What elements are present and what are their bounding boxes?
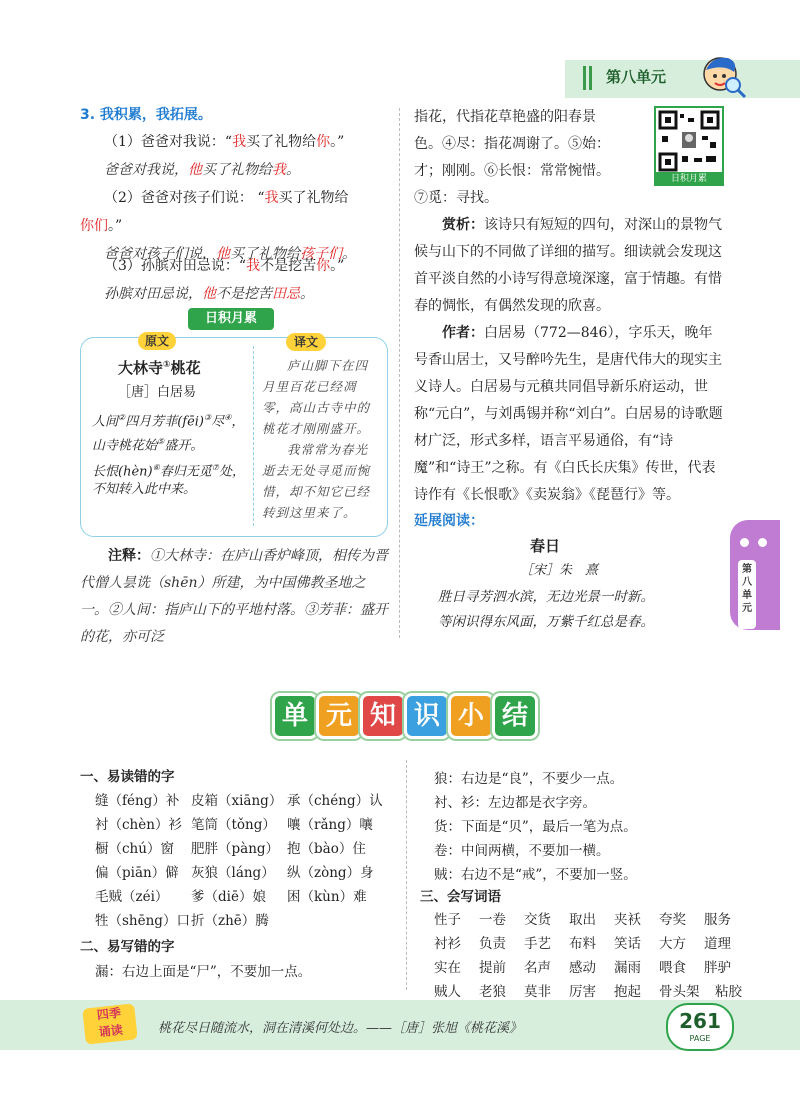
vocab-word: 大方 bbox=[659, 936, 686, 952]
word-item: 肥胖（pàng） bbox=[191, 841, 280, 857]
vocab-word: 布料 bbox=[569, 936, 596, 952]
answer-text: 。 bbox=[286, 162, 300, 178]
poem-seg: 长恨(hèn) bbox=[92, 464, 153, 480]
summary-char: 元 bbox=[316, 693, 362, 739]
vocab-word: 夸奖 bbox=[659, 912, 686, 928]
easy-write-line: 卷：中间两横，不要加一横。 bbox=[434, 843, 610, 859]
vocab-word: 莫非 bbox=[524, 984, 551, 1000]
highlight-word: 你 bbox=[316, 134, 331, 150]
highlight-word: 我 bbox=[232, 134, 247, 150]
vocab-word: 喂食 bbox=[659, 960, 686, 976]
vocab-word: 名声 bbox=[524, 960, 551, 976]
easy-read-row bbox=[95, 839, 383, 859]
notes-right-line: ⑦觅：寻找。 bbox=[414, 190, 498, 206]
summary-char: 单 bbox=[272, 693, 318, 739]
poem-title-end: 桃花 bbox=[170, 359, 201, 377]
word-item: 毛贼（zéi） bbox=[95, 889, 169, 905]
easy-read-row bbox=[95, 887, 383, 907]
vocab-row bbox=[434, 908, 749, 928]
page-number: 261 bbox=[679, 1009, 721, 1033]
header-band bbox=[565, 60, 800, 98]
easy-write-line: 贼：右边不是“戒”，不要加一竖。 bbox=[434, 867, 637, 883]
page-word: PAGE bbox=[689, 1034, 711, 1043]
item-prefix: 爸爸对孩子们说： “ bbox=[140, 190, 265, 206]
poem-translation bbox=[262, 355, 380, 523]
extended-poem-author: ［宋］朱 熹 bbox=[520, 563, 599, 578]
vocab-word: 性子 bbox=[434, 912, 461, 928]
side-tab-eye bbox=[740, 538, 749, 547]
vocab-word: 服务 bbox=[704, 912, 731, 928]
vocab-word: 漏雨 bbox=[614, 960, 641, 976]
poem-seg: 处， bbox=[218, 464, 245, 480]
translation-para-2: 我常常为春光逝去无处寻觅而惋惜，却不知它已经转到这里来了。 bbox=[262, 442, 371, 520]
vocab-word: 厉害 bbox=[569, 984, 596, 1000]
vocab-word: 手艺 bbox=[524, 936, 551, 952]
vocab-head: 三、会写词语 bbox=[420, 889, 501, 905]
notes-right-line: 才；刚刚。⑥长恨：常常惋惜。 bbox=[414, 163, 610, 179]
vocab-word: 贼人 bbox=[434, 984, 461, 1000]
item-num: （3） bbox=[104, 258, 141, 274]
poem-sup: ④ bbox=[224, 413, 232, 422]
word-item: 橱（chú）窗 bbox=[95, 841, 174, 857]
poem-seg: 人间 bbox=[92, 414, 119, 430]
author-info bbox=[414, 320, 724, 509]
vocab-word: 骨头架 bbox=[659, 984, 700, 1000]
qr-code-icon[interactable] bbox=[654, 106, 724, 176]
word-item: 笔筒（tǒng） bbox=[191, 817, 276, 833]
item-prefix: 孙膑对田忌说：“ bbox=[140, 258, 247, 274]
answer-text: 孙膑对田忌说， bbox=[104, 286, 202, 302]
rjly-divider bbox=[253, 346, 254, 526]
summary-char: 知 bbox=[360, 693, 406, 739]
poem-sup: ⑥ bbox=[152, 463, 160, 472]
author-label: 作者： bbox=[442, 325, 484, 341]
easy-write-line: 衬、衫：左边都是衣字旁。 bbox=[434, 795, 596, 811]
answer-highlight: 孩子们 bbox=[300, 246, 342, 262]
easy-read-row bbox=[95, 815, 383, 835]
page-badge bbox=[666, 1003, 734, 1051]
easy-read-row bbox=[95, 791, 383, 811]
easy-write-line: 货：下面是“贝”，最后一笔为点。 bbox=[434, 819, 637, 835]
answer-text: 买了礼物给 bbox=[202, 162, 272, 178]
item-suffix: 。” bbox=[330, 134, 345, 150]
rjly-tab: 日积月累 bbox=[188, 308, 274, 330]
vocab-word: 提前 bbox=[479, 960, 506, 976]
item-suffix: 。” bbox=[330, 258, 345, 274]
notes-right bbox=[414, 104, 646, 212]
answer-highlight: 他 bbox=[216, 246, 230, 262]
item-num: （2） bbox=[104, 190, 141, 206]
word-item: 承（chéng）认 bbox=[287, 793, 383, 809]
answer-text: 爸爸对我说， bbox=[104, 162, 188, 178]
footer-quote: 桃花尽日随流水，洞在清溪何处边。——［唐］张旭《桃花溪》 bbox=[158, 1021, 523, 1036]
poem-author: ［唐］白居易 bbox=[118, 385, 197, 400]
notes-right-line: 指花，代指花草艳盛的阳春景 bbox=[414, 109, 596, 125]
vocab-word: 粘胶 bbox=[715, 984, 742, 1000]
item-num: （1） bbox=[104, 134, 141, 150]
word-item: 嚷（rǎng）嚷 bbox=[287, 817, 373, 833]
poem-seg: 山寺桃花始 bbox=[92, 438, 158, 454]
unit-title: 第八单元 bbox=[606, 68, 667, 86]
word-item: 灰狼（láng） bbox=[191, 865, 275, 881]
word-item: 纵（zòng）身 bbox=[287, 865, 374, 881]
word-item: 偏（piān）僻 bbox=[95, 865, 179, 881]
item-suffix: 。” bbox=[108, 218, 123, 234]
answer-highlight: 田忌 bbox=[272, 286, 300, 302]
poem-line-2 bbox=[92, 432, 203, 456]
author-text: 白居易（772—846），字乐天，晚年号香山居士，又号醉吟先生，是唐代伟大的现实主义诗人。白居易与元稹共同倡导新乐府运动，世称“元白”，与刘禹锡并称“刘白”。白居易的诗歌题材广泛，形式多样，语言平易通俗，有“诗魔”和“诗王”之称。有《白氏长庆集》传世，代表诗作有《长恨歌》《卖炭翁》《琵琶行》等。 bbox=[414, 325, 723, 503]
vocab-word: 抱起 bbox=[614, 984, 641, 1000]
easy-write-line: 漏：右边上面是“尸”，不要加一点。 bbox=[95, 964, 312, 980]
word-item: 折（zhē）腾 bbox=[191, 913, 269, 929]
side-tab-label: 第八单元 bbox=[738, 560, 756, 629]
vocab-row bbox=[434, 932, 749, 952]
highlight-word: 我 bbox=[246, 258, 261, 274]
highlight-word: 你 bbox=[316, 258, 331, 274]
poem-sup: ② bbox=[118, 413, 126, 422]
translation-para-1: 庐山脚下在四月里百花已经凋零，高山古寺中的桃花才刚刚盛开。 bbox=[262, 358, 371, 436]
extended-poem-line-2: 等闲识得东风面，万紫千红总是春。 bbox=[438, 614, 654, 630]
appreciation bbox=[414, 212, 724, 320]
notes-left bbox=[80, 543, 388, 651]
side-tab-eye bbox=[758, 538, 767, 547]
footer-badge-line: 四季 bbox=[96, 1005, 122, 1023]
poem-seg: 盛开。 bbox=[164, 438, 204, 454]
summary-char: 结 bbox=[492, 693, 538, 739]
poem-sup: ⑤ bbox=[157, 437, 165, 446]
notes-left-text: ①大林寺：在庐山香炉峰顶，相传为晋代僧人昙诜（shēn）所建，为中国佛教圣地之一。②人间：指庐山下的平地村落。③芳菲：盛开的花，亦可泛 bbox=[80, 548, 388, 645]
answer-highlight: 我 bbox=[272, 162, 286, 178]
vocab-word: 笑话 bbox=[614, 936, 641, 952]
answer-highlight: 他 bbox=[202, 286, 216, 302]
extended-reading-label: 延展阅读： bbox=[414, 513, 484, 529]
poem-seg: ， bbox=[231, 414, 245, 430]
easy-read-head: 一、易读错的字 bbox=[80, 769, 175, 785]
vocab-row bbox=[434, 980, 760, 1000]
vocab-word: 取出 bbox=[569, 912, 596, 928]
word-item: 抱（bào）住 bbox=[287, 841, 366, 857]
unit-summary-banner bbox=[272, 693, 532, 739]
vocab-word: 老狼 bbox=[479, 984, 506, 1000]
qr-label: 日积月累 bbox=[654, 172, 724, 186]
accumulate-item-3 bbox=[80, 252, 380, 308]
answer-text: 。 bbox=[300, 286, 314, 302]
header-bars bbox=[583, 66, 595, 94]
poem-seg: 四月芳菲(fēi) bbox=[125, 414, 204, 430]
footer-badge-line: 诵读 bbox=[98, 1022, 124, 1040]
poem-seg: 春归无觅 bbox=[159, 464, 212, 480]
vocab-row bbox=[434, 956, 749, 976]
easy-write-head: 二、易写错的字 bbox=[80, 939, 175, 955]
word-item: 皮箱（xiāng） bbox=[191, 793, 283, 809]
summary-char: 识 bbox=[404, 693, 450, 739]
poem-line-3 bbox=[92, 458, 245, 482]
extended-poem-line-1: 胜日寻芳泗水滨，无边光景一时新。 bbox=[438, 589, 654, 605]
word-item: 爹（diē）娘 bbox=[191, 889, 266, 905]
easy-read-row bbox=[95, 911, 287, 931]
answer-text: 不是挖苦 bbox=[216, 286, 272, 302]
item-mid: 买了礼物给 bbox=[278, 190, 349, 206]
yuanwen-tag: 原文 bbox=[138, 332, 176, 350]
item-mid: 不是挖苦 bbox=[260, 258, 317, 274]
yiwen-tag: 译文 bbox=[286, 333, 326, 351]
word-item: 牲（shēng）口 bbox=[95, 913, 190, 929]
poem-sup: ③ bbox=[204, 413, 212, 422]
poem-title-sup: ① bbox=[163, 360, 171, 370]
appreciation-text: 该诗只有短短的四句，对深山的景物气候与山下的不同做了详细的描写。细读就会发现这首平淡自然的小诗写得意境深邃，富于情趣。有惜春的惆怅，有偶然发现的欣喜。 bbox=[414, 217, 722, 314]
mascot-magnifier-icon bbox=[700, 52, 748, 100]
appreciation-label: 赏析： bbox=[442, 217, 484, 233]
answer-text: 买了礼物给 bbox=[230, 246, 300, 262]
vocab-word: 感动 bbox=[569, 960, 596, 976]
word-item: 衬（chèn）衫 bbox=[95, 817, 182, 833]
vocab-word: 交货 bbox=[524, 912, 551, 928]
easy-write-line: 狼：右边是“良”，不要少一点。 bbox=[434, 771, 624, 787]
poem-seg: 尽 bbox=[211, 414, 225, 430]
vocab-word: 夹袄 bbox=[614, 912, 641, 928]
summary-char: 小 bbox=[448, 693, 494, 739]
item-prefix: 爸爸对我说：“ bbox=[140, 134, 233, 150]
column-separator bbox=[406, 760, 407, 990]
vocab-word: 负责 bbox=[479, 936, 506, 952]
extended-poem-title: 春日 bbox=[530, 537, 561, 555]
vocab-word: 实在 bbox=[434, 960, 461, 976]
column-separator bbox=[399, 108, 400, 638]
footer-badge bbox=[82, 1003, 137, 1044]
accumulate-title: 3. 我积累，我拓展。 bbox=[80, 107, 212, 123]
item-mid: 买了礼物给 bbox=[246, 134, 317, 150]
notes-right-line: 色。④尽：指花凋谢了。⑤始： bbox=[414, 136, 610, 152]
poem-line-4: 不知转入此中来。 bbox=[92, 482, 197, 497]
word-item: 缝（féng）补 bbox=[95, 793, 180, 809]
accumulate-item-1 bbox=[80, 128, 380, 184]
answer-text: 。 bbox=[342, 246, 356, 262]
vocab-word: 胖驴 bbox=[704, 960, 731, 976]
poem-title-main: 大林寺 bbox=[118, 359, 164, 377]
notes-label: 注释： bbox=[108, 548, 150, 564]
poem-line-1 bbox=[92, 408, 244, 432]
answer-highlight: 他 bbox=[188, 162, 202, 178]
vocab-word: 道理 bbox=[704, 936, 731, 952]
vocab-word: 衬衫 bbox=[434, 936, 461, 952]
poem-sup: ⑦ bbox=[211, 463, 219, 472]
answer-text: 爸爸对孩子们说， bbox=[104, 246, 216, 262]
vocab-word: 一卷 bbox=[479, 912, 506, 928]
word-item: 困（kùn）难 bbox=[287, 889, 367, 905]
poem-title bbox=[118, 357, 201, 378]
highlight-word: 你们 bbox=[80, 218, 108, 234]
highlight-word: 我 bbox=[264, 190, 279, 206]
easy-read-row bbox=[95, 863, 383, 883]
